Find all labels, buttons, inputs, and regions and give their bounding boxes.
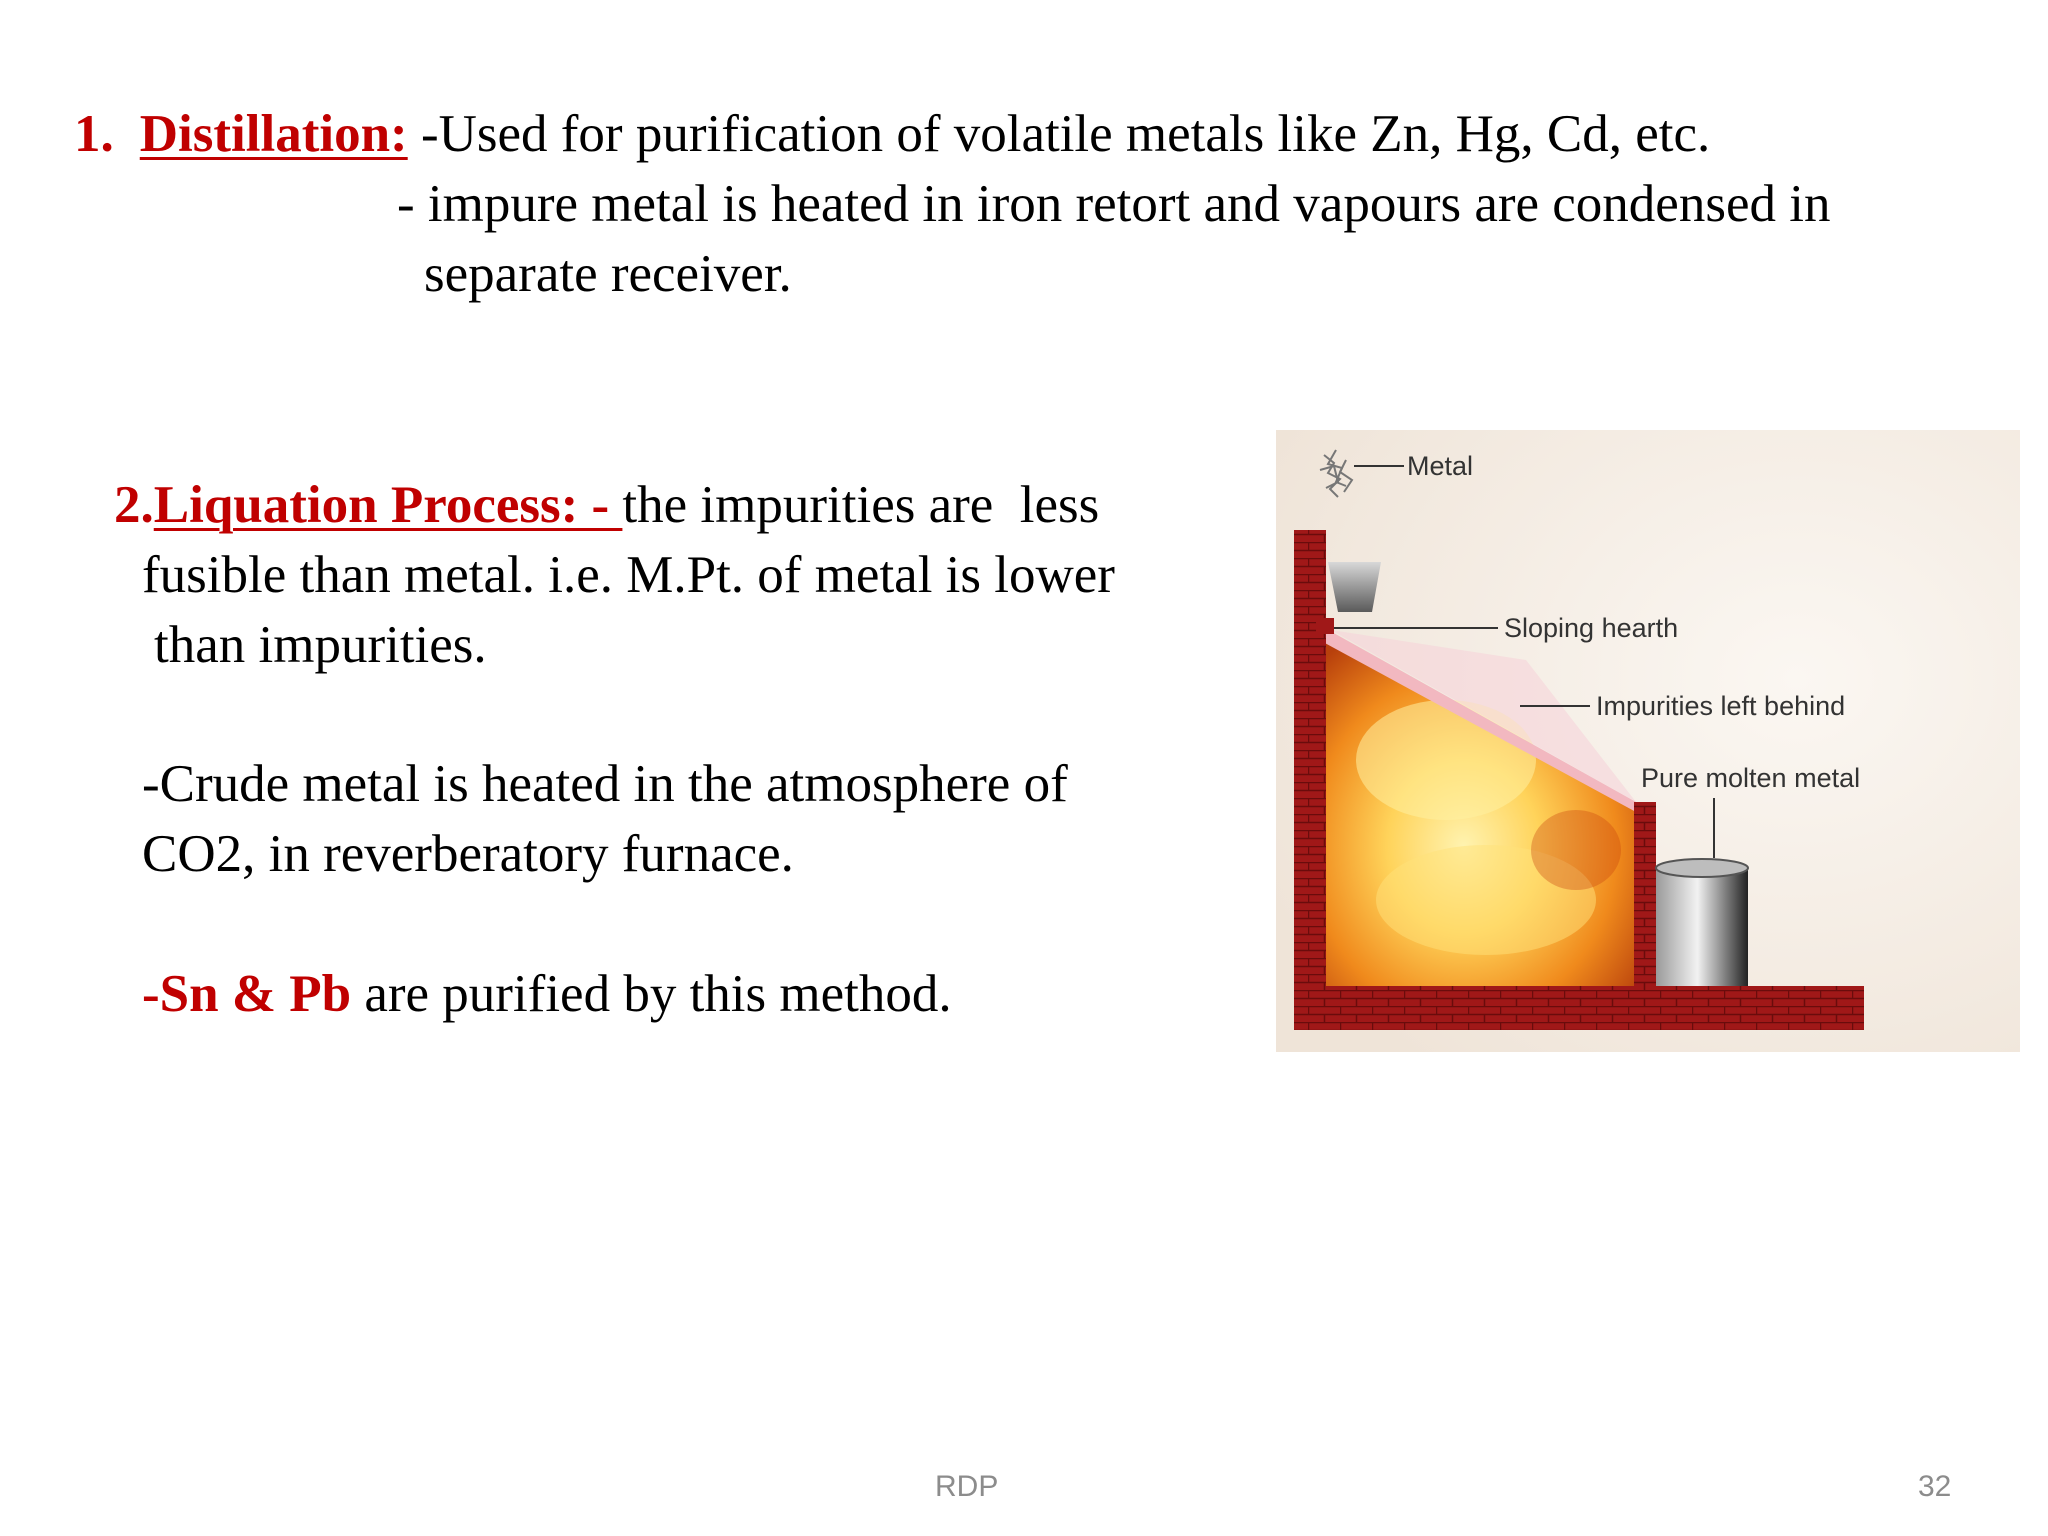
flame-glow [1531,810,1621,890]
distillation-line-1 [74,104,1710,164]
receiver-pot [1656,868,1748,986]
metals-highlight: -Sn & Pb [142,965,352,1023]
distillation-line-3: separate receiver. [424,245,792,303]
liquation-line-5: CO2, in reverberatory furnace. [142,825,794,883]
liquation-line-3: than impurities. [154,616,487,674]
distillation-text-1: -Used for purification of volatile metals like Zn, Hg, Cd, etc. [407,105,1711,163]
liquation-text-6: are purified by this method. [351,965,952,1023]
label-metal: Metal [1407,451,1474,481]
distillation-line-2: - impure metal is heated in iron retort and vapours are condensed in [397,175,1831,233]
liquation-line-6 [142,964,952,1024]
label-sloping-hearth: Sloping hearth [1504,613,1679,643]
liquation-line-4: -Crude metal is heated in the atmosphere of [142,755,1068,813]
furnace-floor [1294,986,1864,1030]
furnace-right-wall [1634,802,1656,992]
footer-author: RDP [935,1470,999,1503]
liquation-line-1 [114,475,1099,535]
distillation-heading: Distillation: [139,105,408,163]
distillation-number: 1. [74,105,114,163]
liquation-heading: Liquation Process: - [153,476,623,534]
liquation-furnace-diagram [1276,430,2020,1052]
label-pure-metal: Pure molten metal [1641,763,1861,793]
page-number: 32 [1918,1470,1952,1503]
furnace-left-wall [1294,530,1326,1030]
liquation-line-2: fusible than metal. i.e. M.Pt. of metal is lower [142,546,1115,604]
receiver-pot-rim [1656,859,1748,877]
label-impurities: Impurities left behind [1596,691,1846,721]
hearth-ledge [1316,618,1334,634]
liquation-number: 2. [114,476,154,534]
liquation-text-1: the impurities are less [622,476,1100,534]
